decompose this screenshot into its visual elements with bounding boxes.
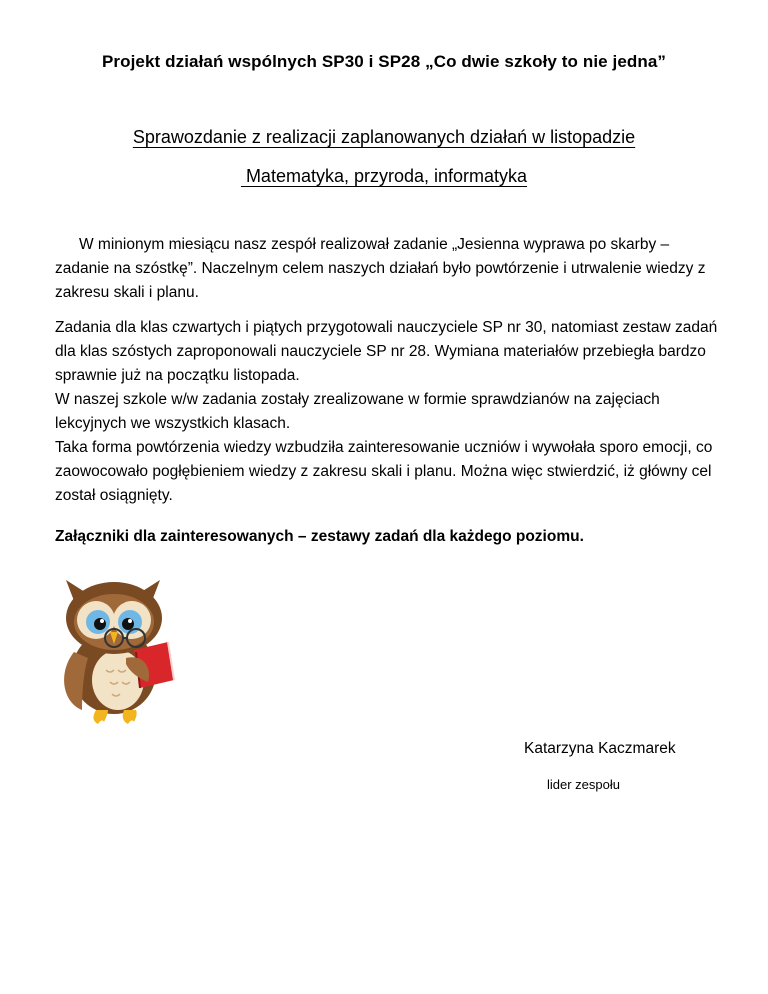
paragraph-details [55, 316, 725, 508]
paragraph-details-line-2: W naszej szkole w/w zadania zostały zrealizowane w formie sprawdzianów na zajęciach lekcyjnych we wszystkich klasach. [55, 391, 660, 432]
attachments-note: Załączniki dla zainteresowanych – zestawy zadań dla każdego poziomu. [55, 528, 584, 545]
document-title: Projekt działań wspólnych SP30 i SP28 „Co dwie szkoły to nie jedna” [101, 52, 667, 71]
signature-role: lider zespołu [547, 777, 620, 792]
subjects-subtitle: Matematyka, przyroda, informatyka [240, 166, 528, 186]
owl-reading-book-icon [48, 572, 208, 732]
report-subtitle: Sprawozdanie z realizacji zaplanowanych działań w listopadzie [132, 127, 636, 147]
signature-name: Katarzyna Kaczmarek [524, 740, 676, 757]
paragraph-details-line-1: Zadania dla klas czwartych i piątych przygotowali nauczyciele SP nr 30, natomiast zestaw zadań dla klas szóstych zaproponowali nauczyciele SP nr 28. Wymiana materiałów przebiegła bardzo sprawnie już na początku listopada. [55, 319, 718, 384]
paragraph-details-line-3: Taka forma powtórzenia wiedzy wzbudziła zainteresowanie uczniów i wywołała sporo emocji, co zaowocowało pogłębieniem wiedzy z zakresu skali i planu. Można więc stwierdzić, iż główny cel został osiągnięty. [55, 439, 713, 504]
paragraph-intro: W minionym miesiącu nasz zespół realizował zadanie „Jesienna wyprawa po skarby – zadanie na szóstkę”. Naczelnym celem naszych działań było powtórzenie i utrwalenie wiedzy z zakresu skali i planu. [55, 236, 706, 301]
